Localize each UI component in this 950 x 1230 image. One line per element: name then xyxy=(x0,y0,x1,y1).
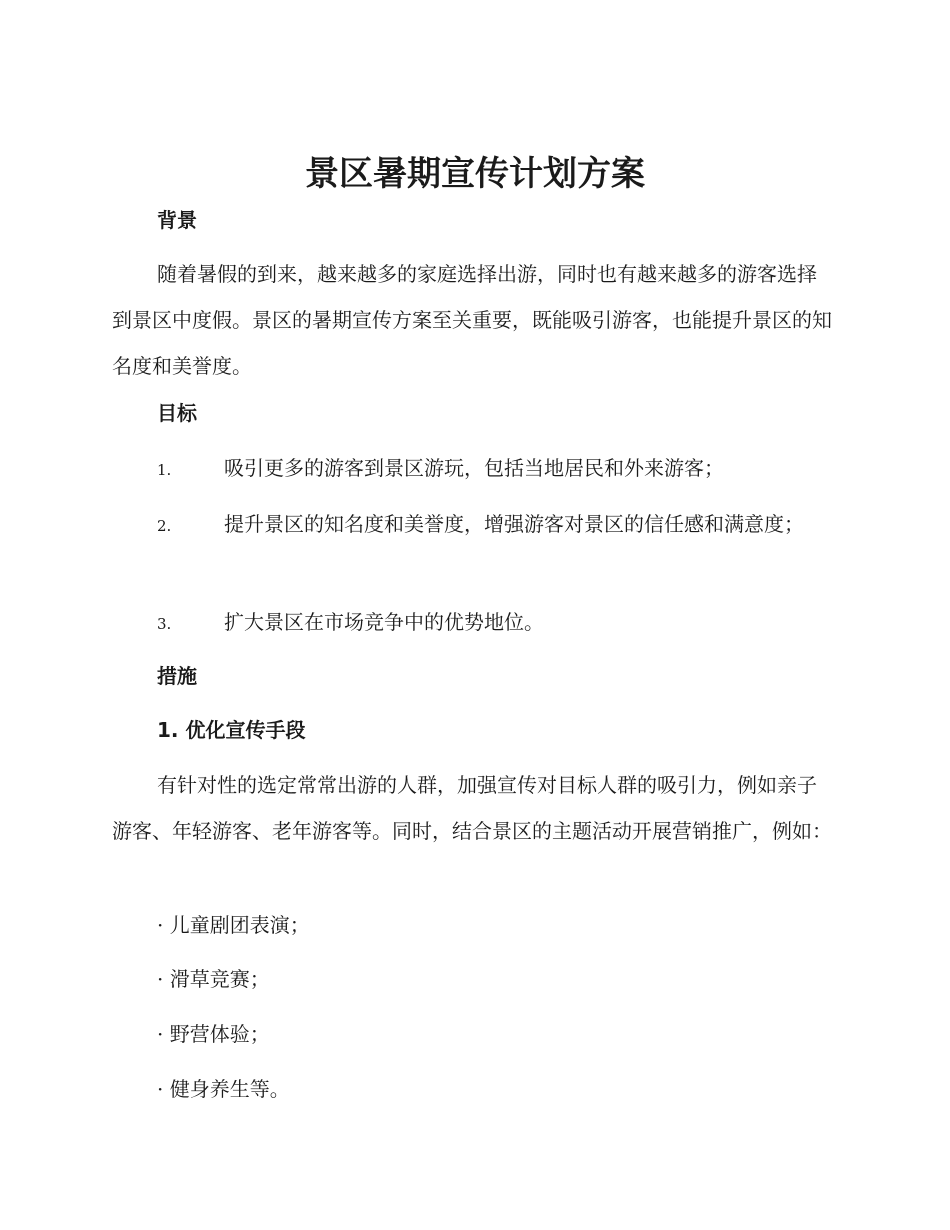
goal-item-text: 吸引更多的游客到景区游玩，包括当地居民和外来游客； xyxy=(224,456,724,480)
goal-item-number: 1. xyxy=(157,461,172,479)
section-heading-goals: 目标 xyxy=(157,401,197,425)
goal-item-text: 扩大景区在市场竞争中的优势地位。 xyxy=(224,610,544,634)
section-heading-measures: 措施 xyxy=(157,664,197,688)
goal-item-2 xyxy=(112,502,836,548)
goal-item-1 xyxy=(112,446,836,492)
document-title: 景区暑期宣传计划方案 xyxy=(305,154,645,194)
section-heading-background: 背景 xyxy=(157,208,197,232)
bullet-item: · 野营体验； xyxy=(157,1022,270,1046)
background-paragraph: 随着暑假的到来，越来越多的家庭选择出游，同时也有越来越多的游客选择到景区中度假。景区的暑期宣传方案至关重要，既能吸引游客，也能提升景区的知名度和美誉度。 xyxy=(112,262,832,378)
goal-item-number: 3. xyxy=(157,615,172,633)
bullet-item: · 健身养生等。 xyxy=(157,1077,290,1101)
goal-item-text: 提升景区的知名度和美誉度，增强游客对景区的信任感和满意度； xyxy=(224,512,804,536)
goal-item-number: 2. xyxy=(157,517,172,535)
goal-item-3 xyxy=(112,600,836,646)
bullet-item: · 滑草竞赛； xyxy=(157,967,270,991)
bullet-item: · 儿童剧团表演； xyxy=(157,913,310,937)
subsection-heading-promotion: 1. 优化宣传手段 xyxy=(157,718,306,742)
measures-paragraph: 有针对性的选定常常出游的人群，加强宣传对目标人群的吸引力，例如亲子游客、年轻游客、老年游客等。同时，结合景区的主题活动开展营销推广，例如： xyxy=(112,773,832,843)
